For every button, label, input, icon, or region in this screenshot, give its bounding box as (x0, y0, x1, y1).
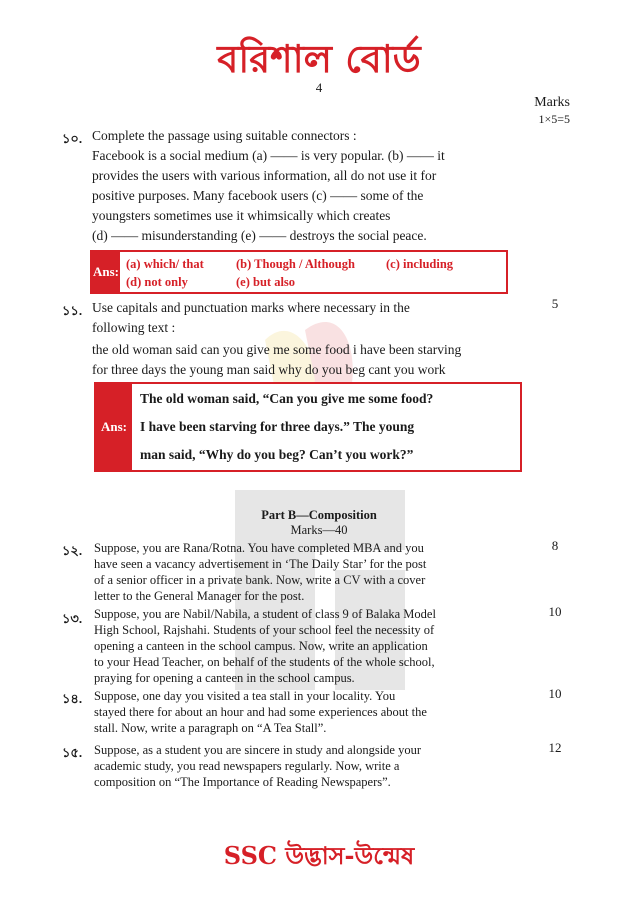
question-15-mark: 12 (548, 740, 562, 755)
question-11-mark: 5 (551, 296, 559, 311)
marks-value: 1×5=5 (538, 112, 570, 126)
q12-line: have seen a vacancy advertisement in ‘The Daily Star’ for the post (94, 557, 427, 571)
q10-line: positive purposes. Many facebook users (c) —— some of the (92, 188, 424, 203)
q10-line: Complete the passage using suitable connectors : (92, 128, 357, 143)
footer-brand: SSC উদ্ভাস-উন্মেষ (223, 841, 415, 870)
answer-11-line: man said, “Why do you beg? Can’t you work?” (140, 447, 414, 462)
part-b-marks: Marks—40 (290, 523, 348, 537)
q14-line: stayed there for about an hour and had some experiences about the (94, 705, 427, 719)
q12-line: letter to the General Manager for the post. (94, 589, 305, 603)
q11-line: for three days the young man said why do you beg cant you work (92, 362, 446, 377)
q13-line: to your Head Teacher, on behalf of the students of the whole school, (94, 655, 435, 669)
answer-label: Ans: (92, 252, 120, 292)
q11-line: following text : (92, 320, 176, 335)
q14-line: Suppose, one day you visited a tea stall in your locality. You (94, 689, 396, 703)
q11-line: the old woman said can you give me some food i have been starving (92, 342, 462, 357)
q10-line: provides the users with various information, all do not use it for (92, 168, 437, 183)
page-number: 4 (315, 80, 323, 95)
question-number-11: ১১. (62, 303, 83, 318)
question-12-text (94, 540, 512, 604)
answer-10-content (120, 252, 506, 292)
q12-line: of a senior officer in a private bank. Now, write a CV with a cover (94, 573, 426, 587)
q15-line: academic study, you read newspapers regularly. Now, write a (94, 759, 400, 773)
question-13-text (94, 606, 514, 686)
q11-line: Use capitals and punctuation marks where necessary in the (92, 300, 410, 315)
question-10-text (92, 126, 512, 246)
marks-header (520, 94, 570, 128)
q14-line: stall. Now, write a paragraph on “A Tea Stall”. (94, 721, 327, 735)
question-number-14: ১৪. (62, 691, 83, 706)
answer-item: (c) including (386, 257, 454, 271)
question-15-text (94, 742, 514, 790)
answer-item: (e) but also (236, 275, 296, 289)
answer-item: (d) not only (126, 275, 188, 289)
answer-label: Ans: (96, 384, 132, 470)
marks-label: Marks (534, 95, 570, 110)
question-number-13: ১৩. (62, 611, 83, 626)
answer-11-line: I have been starving for three days.” The young (140, 419, 415, 434)
answer-11-content (132, 384, 433, 470)
answer-item: (b) Though / Although (236, 257, 355, 271)
question-12-mark: 8 (551, 538, 559, 553)
q13-line: Suppose, you are Nabil/Nabila, a student of class 9 of Balaka Model (94, 607, 436, 621)
question-number-10: ১০. (62, 131, 83, 146)
answer-box-11 (94, 382, 522, 472)
q12-line: Suppose, you are Rana/Rotna. You have completed MBA and you (94, 541, 424, 555)
q10-line: (d) —— misunderstanding (e) —— destroys the social peace. (92, 228, 427, 243)
question-number-15: ১৫. (62, 745, 83, 760)
answer-11-line: The old woman said, “Can you give me some food? (140, 391, 434, 406)
question-14-mark: 10 (548, 686, 562, 701)
q15-line: composition on “The Importance of Reading Newspapers”. (94, 775, 391, 789)
answer-item: (a) which/ that (126, 257, 204, 271)
question-13-mark: 10 (548, 604, 562, 619)
q10-line: Facebook is a social medium (a) —— is very popular. (b) —— it (92, 148, 445, 163)
q13-line: praying for opening a canteen in the school campus. (94, 671, 355, 685)
q13-line: High School, Rajshahi. Students of your school feel the necessity of (94, 623, 435, 637)
part-b-title: Part B—Composition (261, 508, 377, 522)
question-number-12: ১২. (62, 543, 83, 558)
q15-line: Suppose, as a student you are sincere in study and alongside your (94, 743, 422, 757)
question-11-text (92, 298, 512, 380)
board-title: বরিশাল বোর্ড (217, 37, 421, 81)
answer-box-10 (90, 250, 508, 294)
q10-line: youngsters sometimes use it whimsically which creates (92, 208, 391, 223)
question-14-text (94, 688, 514, 736)
q13-line: opening a canteen in the school campus. Now, write an application (94, 639, 428, 653)
